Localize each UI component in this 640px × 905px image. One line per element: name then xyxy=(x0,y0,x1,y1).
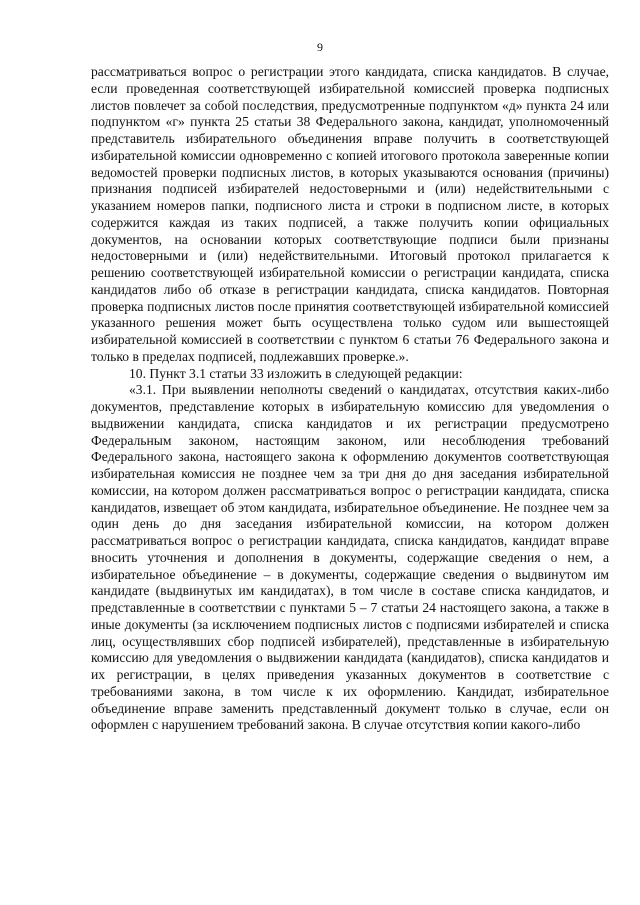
page-number: 9 xyxy=(317,40,323,54)
paragraph-continuation: рассматриваться вопрос о регистрации этого кандидата, списка кандидатов. В случае, если проведенная соответствующей избирательной комиссией проверка подписных листов повлечет за собой последствия, предусмотренные подпунктом «д» пункта 24 или подпунктом «г» пункта 25 статьи 38 Федерального закона, кандидат, уполномоченный представитель избирательного объединения вправе получить в соответствующей избирательной комиссии одновременно с копией итогового протокола заверенные копии ведомостей проверки подписных листов, в которых указываются основания (причины) признания подписей избирателей недостоверными и (или) недействительными с указанием номеров папки, подписного листа и строки в подписном листе, в которых содержится каждая из таких подписей, а также получить копии официальных документов, на основании которых соответствующие подписи были признаны недостоверными и (или) недействительными. Итоговый протокол прилагается к решению соответствующей избирательной комиссии о регистрации кандидата, списка кандидатов либо об отказе в регистрации кандидата, списка кандидатов. Повторная проверка подписных листов после принятия соответствующей избирательной комиссией указанного решения может быть осуществлена только судом или вышестоящей избирательной комиссией в соответствии с пунктом 6 статьи 76 Федерального закона и только в пределах подписей, подлежавших проверке.». xyxy=(91,64,609,364)
document-body xyxy=(91,64,609,734)
paragraph-item-10: 10. Пункт 3.1 статьи 33 изложить в следующей редакции: xyxy=(129,365,463,381)
paragraph-clause-3-1: «3.1. При выявлении неполноты сведений о кандидатах, отсутствия каких-либо документов, представление которых в избирательную комиссию для уведомления о выдвижении кандидата, списка кандидатов и их регистрации предусмотрено Федеральным законом, настоящим законом, или несоблюдения требований Федерального закона, настоящего закона к оформлению документов соответствующая избирательная комиссия не позднее чем за три дня до дня заседания избирательной комиссии, на котором должен рассматриваться вопрос о регистрации кандидата, списка кандидатов, извещает об этом кандидата, избирательное объединение. Не позднее чем за один день до дня заседания избирательной комиссии, на котором должен рассматриваться вопрос о регистрации кандидата, списка кандидатов, кандидат вправе вносить уточнения и дополнения в документы, содержащие сведения о нем, а избирательное объединение – в документы, содержащие сведения о выдвинутом им кандидате (выдвинутых им кандидатах), в том числе в составе списка кандидатов, и представленные в соответствии с пунктами 5 – 7 статьи 24 настоящего закона, а также в иные документы (за исключением подписных листов с подписями избирателей и списка лиц, осуществлявших сбор подписей избирателей), представленные в избирательную комиссию для уведомления о выдвижении кандидата (кандидатов), списка кандидатов и их регистрации, в целях приведения указанных документов в соответствие с требованиями закона, в том числе к их оформлению. Кандидат, избирательное объединение вправе заменить представленный документ только в случае, если он оформлен с нарушением требований закона. В случае отсутствия копии какого-либо xyxy=(91,382,609,733)
